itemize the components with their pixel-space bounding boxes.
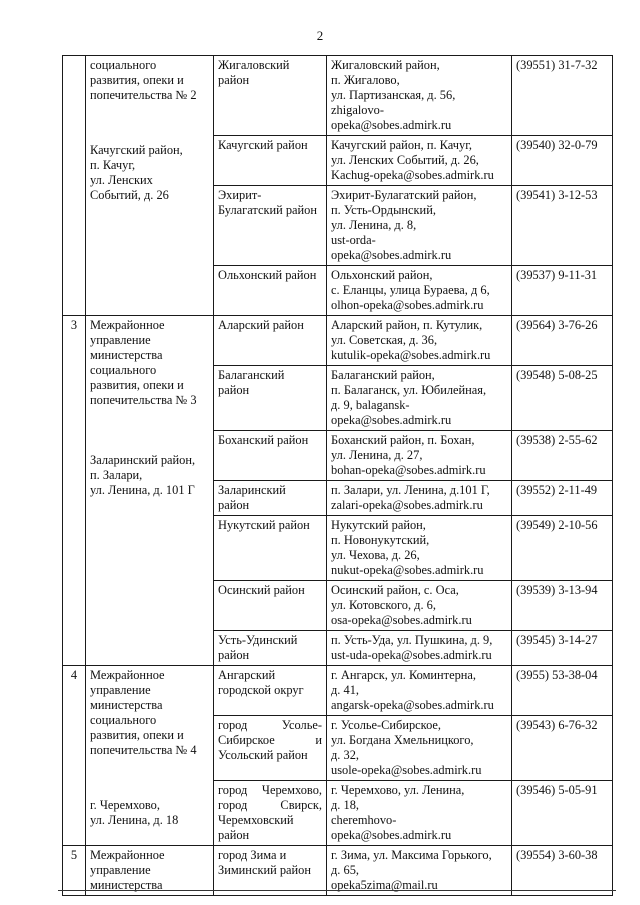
address-line: г. Усолье-Сибирское, <box>331 718 442 732</box>
address-line: Качугский район, п. Качуг, <box>331 138 472 152</box>
district-cell <box>214 516 327 581</box>
district-line: Нукутский район <box>218 518 310 532</box>
district-line: район <box>218 828 250 842</box>
address-cell <box>327 516 512 581</box>
department-name-line: социального <box>90 713 157 727</box>
address-line: Нукутский район, <box>331 518 426 532</box>
contacts-table <box>62 55 613 896</box>
address-line: ул. Ленина, д. 27, <box>331 448 423 462</box>
page-bottom-divider <box>58 890 616 891</box>
department-address-line: ул. Ленских <box>90 173 153 187</box>
phone-cell: (39539) 3-13-94 <box>512 581 613 631</box>
email-line: kutulik-opeka@sobes.admirk.ru <box>331 348 491 362</box>
email-line: opeka@sobes.admirk.ru <box>331 413 452 427</box>
address-cell <box>327 716 512 781</box>
address-cell <box>327 781 512 846</box>
district-line: Эхирит- <box>218 188 262 202</box>
address-line: г. Ангарск, ул. Коминтерна, <box>331 668 477 682</box>
group-number <box>63 56 86 316</box>
email-line: zalari-opeka@sobes.admirk.ru <box>331 498 483 512</box>
district-line: Сибирское и <box>218 733 322 747</box>
address-line: Осинский район, с. Оса, <box>331 583 459 597</box>
department-name-line: управление <box>90 683 151 697</box>
district-line: город Черемхово, <box>218 783 322 797</box>
phone-cell: (3955) 53-38-04 <box>512 666 613 716</box>
address-line: ул. Советская, д. 36, <box>331 333 438 347</box>
address-line: cheremhovo- <box>331 813 397 827</box>
email-line: opeka@sobes.admirk.ru <box>331 248 452 262</box>
group-number: 3 <box>63 316 86 666</box>
email-line: olhon-opeka@sobes.admirk.ru <box>331 298 484 312</box>
address-cell <box>327 366 512 431</box>
district-line: район <box>218 648 250 662</box>
email-line: ust-uda-opeka@sobes.admirk.ru <box>331 648 492 662</box>
district-line: район <box>218 498 250 512</box>
department-address-line: Качугский район, <box>90 143 183 157</box>
group-number: 4 <box>63 666 86 846</box>
district-line: город Свирск, <box>218 798 322 812</box>
department-name-line: Межрайонное <box>90 848 165 862</box>
email-line: opeka@sobes.admirk.ru <box>331 828 452 842</box>
district-cell <box>214 266 327 316</box>
phone-cell: (39549) 2-10-56 <box>512 516 613 581</box>
department-name-line: Межрайонное <box>90 668 165 682</box>
district-cell <box>214 366 327 431</box>
address-cell <box>327 846 512 896</box>
phone-cell: (39543) 6-76-32 <box>512 716 613 781</box>
address-line: д. 65, <box>331 863 359 877</box>
phone-cell: (39540) 32-0-79 <box>512 136 613 186</box>
address-cell <box>327 316 512 366</box>
address-cell <box>327 481 512 516</box>
email-line: Kachug-opeka@sobes.admirk.ru <box>331 168 494 182</box>
table-row <box>63 666 613 716</box>
department-address-line: ул. Ленина, д. 18 <box>90 813 179 827</box>
address-line: д. 18, <box>331 798 359 812</box>
phone-cell: (39538) 2-55-62 <box>512 431 613 481</box>
address-line: Боханский район, п. Бохан, <box>331 433 475 447</box>
address-line: д. 41, <box>331 683 359 697</box>
department-name-line: развития, опеки и <box>90 73 184 87</box>
department-name-line: развития, опеки и <box>90 728 184 742</box>
district-cell <box>214 581 327 631</box>
address-line: п. Балаганск, ул. Юбилейная, <box>331 383 487 397</box>
department-cell <box>86 316 214 666</box>
department-name-line: социального <box>90 363 157 377</box>
department-name-line: развития, опеки и <box>90 378 184 392</box>
district-line: Булагатский район <box>218 203 317 217</box>
group-number: 5 <box>63 846 86 896</box>
address-line: ул. Ленских Событий, д. 26, <box>331 153 479 167</box>
phone-cell: (39541) 3-12-53 <box>512 186 613 266</box>
address-line: д. 32, <box>331 748 359 762</box>
district-line: город Усолье- <box>218 718 322 732</box>
address-line: п. Жигалово, <box>331 73 400 87</box>
address-line: п. Залари, ул. Ленина, д.101 Г, <box>331 483 490 497</box>
phone-cell: (39548) 5-08-25 <box>512 366 613 431</box>
address-line: zhigalovo- <box>331 103 384 117</box>
district-cell <box>214 631 327 666</box>
address-cell <box>327 431 512 481</box>
district-cell <box>214 666 327 716</box>
department-address-line: Заларинский район, <box>90 453 196 467</box>
district-line: Заларинский <box>218 483 286 497</box>
phone-cell: (39545) 3-14-27 <box>512 631 613 666</box>
phone-cell: (39552) 2-11-49 <box>512 481 613 516</box>
department-cell <box>86 56 214 316</box>
address-cell <box>327 136 512 186</box>
district-cell <box>214 481 327 516</box>
address-line: ул. Ленина, д. 8, <box>331 218 417 232</box>
address-line: ул. Котовского, д. 6, <box>331 598 436 612</box>
department-name-line: Межрайонное <box>90 318 165 332</box>
address-line: п. Усть-Уда, ул. Пушкина, д. 9, <box>331 633 493 647</box>
address-line: г. Черемхово, ул. Ленина, <box>331 783 465 797</box>
address-line: Балаганский район, <box>331 368 435 382</box>
department-address-line: п. Качуг, <box>90 158 136 172</box>
district-line: Ольхонский район <box>218 268 317 282</box>
district-cell <box>214 316 327 366</box>
address-line: п. Новонукутский, <box>331 533 430 547</box>
address-line: Эхирит-Булагатский район, <box>331 188 477 202</box>
department-name-line: попечительства № 4 <box>90 743 197 757</box>
district-cell <box>214 186 327 266</box>
email-line: usole-opeka@sobes.admirk.ru <box>331 763 482 777</box>
district-cell <box>214 781 327 846</box>
address-line: ул. Богдана Хмельницкого, <box>331 733 474 747</box>
district-line: город Зима и <box>218 848 287 862</box>
district-cell <box>214 846 327 896</box>
department-address-line: г. Черемхово, <box>90 798 160 812</box>
email-line: opeka5zima@mail.ru <box>331 878 438 892</box>
district-line: район <box>218 73 250 87</box>
district-line: Боханский район <box>218 433 309 447</box>
address-cell <box>327 266 512 316</box>
address-cell <box>327 631 512 666</box>
address-line: Аларский район, п. Кутулик, <box>331 318 483 332</box>
department-name-line: министерства <box>90 698 163 712</box>
address-line: г. Зима, ул. Максима Горького, <box>331 848 492 862</box>
department-name-line: управление <box>90 863 151 877</box>
district-line: Ангарский <box>218 668 276 682</box>
district-line: Балаганский <box>218 368 285 382</box>
district-line: Усть-Удинский <box>218 633 298 647</box>
district-line: городской округ <box>218 683 304 697</box>
district-cell <box>214 716 327 781</box>
district-line: Усольский район <box>218 748 308 762</box>
address-cell <box>327 581 512 631</box>
district-line: Зиминский район <box>218 863 311 877</box>
address-line: Жигаловский район, <box>331 58 440 72</box>
department-cell <box>86 666 214 846</box>
department-name-line: министерства <box>90 348 163 362</box>
district-cell <box>214 136 327 186</box>
department-address-line: ул. Ленина, д. 101 Г <box>90 483 195 497</box>
department-name-line: социального <box>90 58 157 72</box>
department-cell <box>86 846 214 896</box>
email-line: nukut-opeka@sobes.admirk.ru <box>331 563 484 577</box>
email-line: osa-opeka@sobes.admirk.ru <box>331 613 472 627</box>
department-name-line: попечительства № 3 <box>90 393 197 407</box>
address-line: ул. Чехова, д. 26, <box>331 548 420 562</box>
email-line: opeka@sobes.admirk.ru <box>331 118 452 132</box>
address-line: д. 9, balagansk- <box>331 398 410 412</box>
address-cell <box>327 186 512 266</box>
district-line: Осинский район <box>218 583 305 597</box>
address-line: ust-orda- <box>331 233 376 247</box>
email-line: angarsk-opeka@sobes.admirk.ru <box>331 698 494 712</box>
page-number: 2 <box>316 28 324 43</box>
phone-cell: (39554) 3-60-38 <box>512 846 613 896</box>
address-cell <box>327 666 512 716</box>
department-address-line: Событий, д. 26 <box>90 188 169 202</box>
district-cell <box>214 56 327 136</box>
district-cell <box>214 431 327 481</box>
department-address-line: п. Залари, <box>90 468 143 482</box>
district-line: Черемховский <box>218 813 294 827</box>
department-name-line: управление <box>90 333 151 347</box>
phone-cell: (39551) 31-7-32 <box>512 56 613 136</box>
address-line: с. Еланцы, улица Бураева, д 6, <box>331 283 490 297</box>
address-line: п. Усть-Ордынский, <box>331 203 436 217</box>
address-line: Ольхонский район, <box>331 268 433 282</box>
phone-cell: (39564) 3-76-26 <box>512 316 613 366</box>
table-row <box>63 56 613 136</box>
department-name-line: попечительства № 2 <box>90 88 197 102</box>
table-row <box>63 846 613 896</box>
department-name-line: министерства <box>90 878 163 892</box>
district-line: Жигаловский <box>218 58 290 72</box>
address-line: ул. Партизанская, д. 56, <box>331 88 456 102</box>
phone-cell: (39546) 5-05-91 <box>512 781 613 846</box>
district-line: Качугский район <box>218 138 308 152</box>
table-row <box>63 316 613 366</box>
phone-cell: (39537) 9-11-31 <box>512 266 613 316</box>
address-cell <box>327 56 512 136</box>
email-line: bohan-opeka@sobes.admirk.ru <box>331 463 486 477</box>
district-line: район <box>218 383 250 397</box>
district-line: Аларский район <box>218 318 304 332</box>
